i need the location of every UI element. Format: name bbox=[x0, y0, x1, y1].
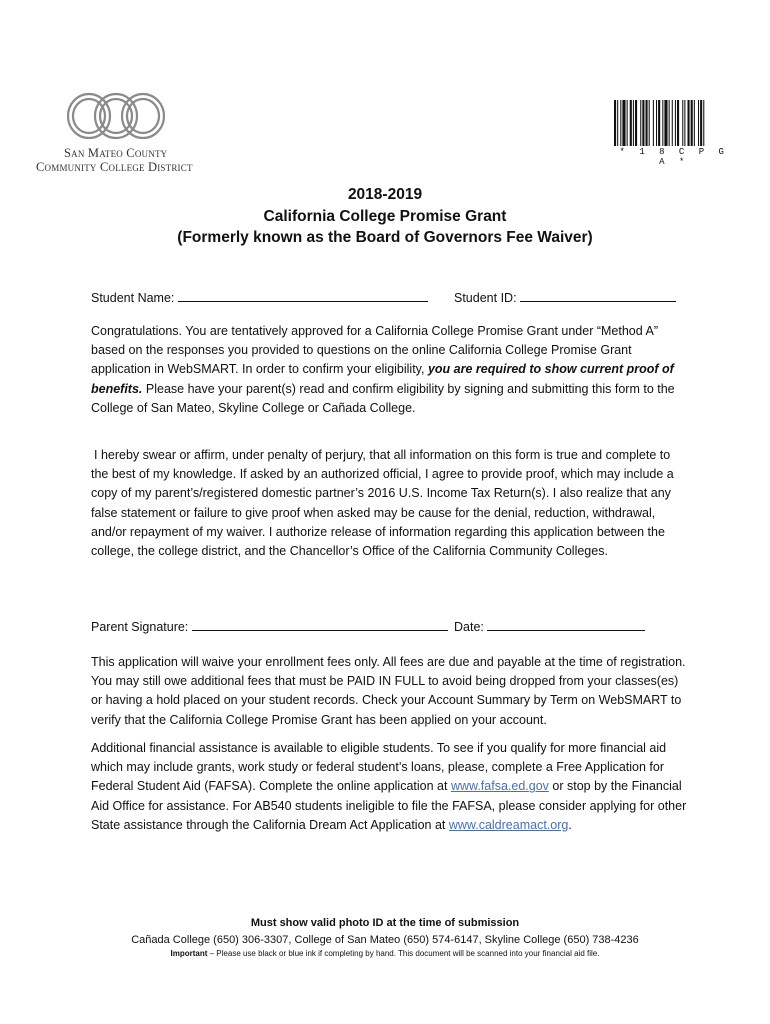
aid-text-3: . bbox=[568, 817, 572, 832]
title-grant: California College Promise Grant bbox=[263, 207, 507, 225]
financial-aid-paragraph bbox=[91, 739, 691, 835]
student-id-row bbox=[454, 291, 676, 305]
student-id-field[interactable] bbox=[520, 291, 676, 302]
barcode-icon bbox=[614, 100, 734, 146]
parent-signature-label: Parent Signature: bbox=[91, 620, 189, 634]
logo-line1: San Mateo County bbox=[64, 146, 168, 160]
district-logo bbox=[36, 90, 206, 174]
waiver-paragraph: This application will waive your enrollment fees only. All fees are due and payable at the time of registration. You may still owe additional fees that must be PAID IN FULL to avoid being dropped from your classes(es) or having a hold placed on your student records. Check your Account Summary by Term on WebSMART to verify that the California College Promise Grant has been applied on your account. bbox=[91, 655, 686, 727]
student-id-label: Student ID: bbox=[454, 291, 517, 305]
affirm-paragraph: I hereby swear or affirm, under penalty of perjury, that all information on this form is true and complete to the best of my knowledge. If asked by an authorized official, I agree to provide proof, which may include a copy of my parent’s/registered domestic partner’s 2016 U.S. Income Tax Return(s). I also realize that any false statement or failure to give proof when asked may be cause for the denial, reduction, withdrawal, and/or repayment of my waiver. I authorize release of information regarding this application between the college, the college district, and the Chancellor’s Office of the California Community Colleges. bbox=[91, 448, 674, 559]
photo-id-notice: Must show valid photo ID at the time of submission bbox=[250, 917, 520, 929]
form-title bbox=[0, 184, 770, 249]
barcode-text: * 1 8 C P G A * bbox=[619, 147, 729, 167]
proof-required-emphasis: you are required to show current proof of benefits. bbox=[91, 362, 674, 396]
congrats-text-1: Congratulations. You are tentatively approved for a California College Promise Grant under “Method A” based on the responses you provided to questions on the online California College Promise Grant application in WebSMART. In order to confirm your eligibility, bbox=[91, 324, 658, 377]
caldreamact-link[interactable]: www.caldreamact.org bbox=[448, 817, 569, 832]
logo-line2: Community College District bbox=[36, 160, 193, 174]
parent-signature-row bbox=[91, 620, 448, 634]
congrats-paragraph bbox=[91, 322, 691, 418]
congrats-text-2: Please have your parent(s) read and confirm eligibility by signing and submitting this form to the College of San Mateo, Skyline College or Cañada College. bbox=[91, 381, 675, 415]
important-label: Important bbox=[170, 949, 208, 958]
fafsa-link[interactable]: www.fafsa.ed.gov bbox=[450, 779, 549, 794]
important-notice bbox=[0, 949, 770, 958]
college-phones: Cañada College (650) 306-3307, College of San Mateo (650) 574-6147, Skyline College (650) 738-4236 bbox=[131, 934, 639, 946]
student-name-row bbox=[91, 291, 428, 305]
title-formerly: (Formerly known as the Board of Governors Fee Waiver) bbox=[177, 229, 593, 246]
form-barcode bbox=[614, 100, 734, 167]
aid-text-2: or stop by the Financial Aid Office for assistance. For AB540 students ineligible to file the FAFSA, please consider applying for other State assistance through the California Dream Act Application at bbox=[91, 779, 687, 832]
student-name-field[interactable] bbox=[178, 291, 428, 302]
date-label: Date: bbox=[454, 620, 484, 634]
important-text: – Please use black or blue ink if completing by hand. This document will be scanned into your financial aid file. bbox=[207, 949, 600, 958]
student-name-label: Student Name: bbox=[91, 291, 175, 305]
date-field[interactable] bbox=[487, 620, 645, 631]
title-year: 2018-2019 bbox=[347, 186, 423, 203]
date-row bbox=[454, 620, 645, 634]
parent-signature-field[interactable] bbox=[192, 620, 448, 631]
logo-rings-icon bbox=[64, 90, 168, 144]
aid-text-1: Additional financial assistance is available to eligible students. To see if you qualify for more financial aid which may include grants, work study or federal student’s loans, please, complete a Free Application for Federal Student Aid (FAFSA). Complete the online application at bbox=[91, 741, 667, 794]
